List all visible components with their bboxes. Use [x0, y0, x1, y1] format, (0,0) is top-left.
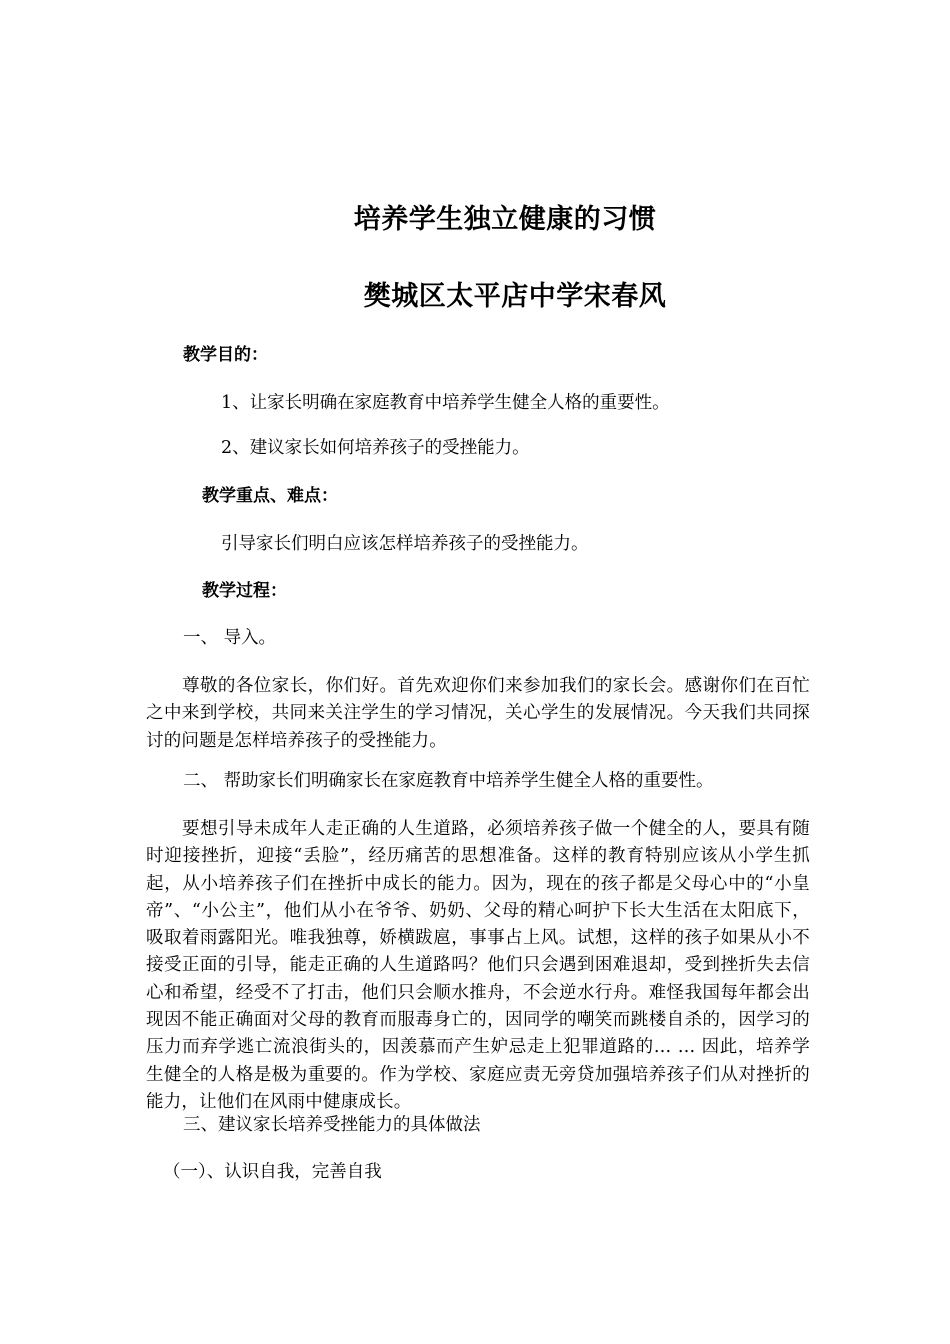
objectives-heading: 教学目的：	[183, 345, 268, 365]
section-3-heading: 三、建议家长培养受挫能力的具体做法	[183, 1115, 481, 1135]
section-2-paragraph: 要想引导未成年人走正确的人生道路，必须培养孩子做一个健全的人，要具有随时迎接挫折，迎接“丢脸”，经历痛苦的思想准备。这样的教育特别应该从小学生抓起，从小培养孩子们在挫折中成长的能力。因为，现在的孩子都是父母心中的“小皇帝”、“小公主”，他们从小在爷爷、奶奶、父母的精心呵护下长大生活在太阳底下，吸取着雨露阳光。唯我独尊，娇横跋扈，事事占上风。试想，这样的孩子如果从小不接受正面的引导，能走正确的人生道路吗？他们只会遇到困难退却，受到挫折失去信心和希望，经受不了打击，他们只会顺水推舟，不会逆水行舟。难怪我国每年都会出现因不能正确面对父母的教育而服毒身亡的，因同学的嘲笑而跳楼自杀的，因学习的压力而弃学逃亡流浪街头的，因羡慕而产生妒忌走上犯罪道路的… … 因此，培养学生健全的人格是极为重要的。作为学校、家庭应责无旁贷加强培养孩子们从对挫折的能力，让他们在风雨中健康成长。	[146, 819, 810, 1112]
section-2-heading: 二、 帮助家长们明确家长在家庭教育中培养学生健全人格的重要性。	[183, 771, 714, 791]
objective-item-1: 1、让家长明确在家庭教育中培养学生健全人格的重要性。	[221, 393, 670, 413]
section-1-heading: 一、 导入。	[183, 628, 277, 648]
process-heading: 教学过程：	[202, 581, 287, 601]
subsection-1-heading: （一）、认识自我，完善自我	[163, 1162, 382, 1182]
section-1-paragraph: 尊敬的各位家长，你们好。首先欢迎你们来参加我们的家长会。感谢你们在百忙之中来到学校，共同来关注学生的学习情况，关心学生的发展情况。今天我们共同探讨的问题是怎样培养孩子的受挫能力。	[146, 676, 810, 751]
key-points-heading: 教学重点、难点：	[202, 486, 338, 506]
objective-item-2: 2、建议家长如何培养孩子的受挫能力。	[221, 438, 530, 458]
key-points-text: 引导家长们明白应该怎样培养孩子的受挫能力。	[221, 534, 589, 554]
document-title: 培养学生独立健康的习惯	[353, 204, 657, 235]
author-line: 樊城区太平店中学宋春风	[363, 281, 667, 312]
